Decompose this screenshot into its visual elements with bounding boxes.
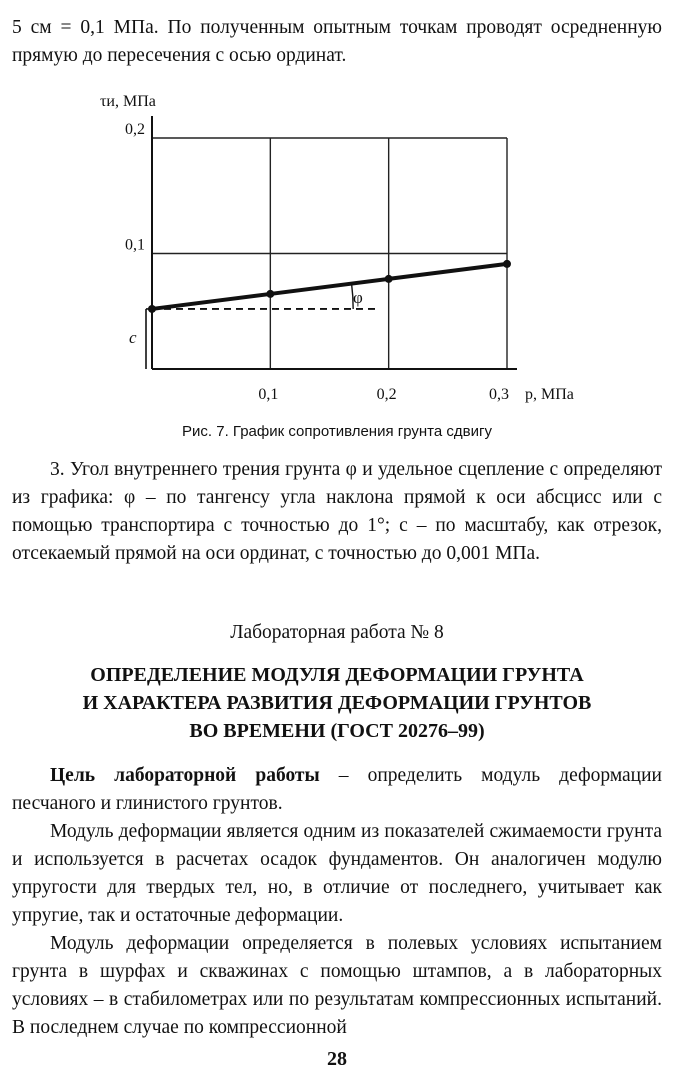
- page-number: 28: [327, 1048, 347, 1070]
- x-axis-label: p, МПа: [525, 386, 574, 403]
- y-axis-label: τи, МПа: [100, 93, 156, 110]
- tick-labels: [125, 121, 509, 403]
- data-point: [266, 290, 274, 298]
- shear-resistance-chart: [95, 86, 615, 416]
- lab-work-number: Лабораторная работа № 8: [230, 622, 444, 643]
- paragraph-2: Модуль деформации определяется в полевых условиях испытанием грунта в шурфах и скважинах с помощью штампов, а в лабораторных условиях – в стабилометрах или по результатам компрессионных испытаний. В последнем случае по компрессионной: [12, 933, 662, 1038]
- data-point: [503, 260, 511, 268]
- lab-work-title: [0, 661, 674, 745]
- data-point: [385, 275, 393, 283]
- title-line-2: И ХАРАКТЕРА РАЗВИТИЯ ДЕФОРМАЦИИ ГРУНТОВ: [82, 692, 592, 714]
- chart-series: [148, 260, 511, 313]
- intro-paragraph: 5 см = 0,1 МПа. По полученным опытным точкам проводят осредненную прямую до пересечения с осью ординат.: [12, 17, 662, 66]
- step3-paragraph: 3. Угол внутреннего трения грунта φ и удельное сцепление c определяют из графика: φ – по тангенсу угла наклона прямой к оси абсцисс или с помощью транспортира с точностью до 1°; c – по масштабу, как отрезок, отсекаемый прямой на оси ординат, с точностью до 0,001 МПа.: [12, 459, 662, 564]
- goal-text: – определить модуль деформации песчаного и глинистого грунтов.: [12, 765, 662, 814]
- chart-axes: [146, 116, 517, 369]
- goal-paragraph: [12, 762, 662, 818]
- paragraph-1: Модуль деформации является одним из показателей сжимаемости грунта и используется в расчетах осадок фундаментов. Он аналогичен модулю упругости для твердых тел, но, в отличие от последнего, учитывает как упругие, так и остаточные деформации.: [12, 821, 662, 926]
- x-tick-label: 0,1: [258, 386, 279, 403]
- y-tick-label: 0,2: [125, 121, 145, 138]
- angle-label: φ: [353, 288, 363, 307]
- title-line-1: ОПРЕДЕЛЕНИЕ МОДУЛЯ ДЕФОРМАЦИИ ГРУНТА: [90, 664, 584, 686]
- x-tick-label: 0,3: [489, 386, 509, 403]
- lab-body: [12, 762, 662, 1042]
- figure-caption: Рис. 7. График сопротивления грунта сдвигу: [182, 423, 492, 440]
- title-line-3: ВО ВРЕМЕНИ (ГОСТ 20276–99): [189, 720, 485, 742]
- cohesion-label: c: [129, 328, 137, 347]
- x-tick-label: 0,2: [376, 386, 397, 403]
- goal-label: Цель лабораторной работы: [50, 765, 320, 786]
- y-tick-label: 0,1: [125, 236, 145, 254]
- data-point: [148, 305, 156, 313]
- regression-line: [152, 264, 507, 309]
- chart-grid: [152, 138, 507, 369]
